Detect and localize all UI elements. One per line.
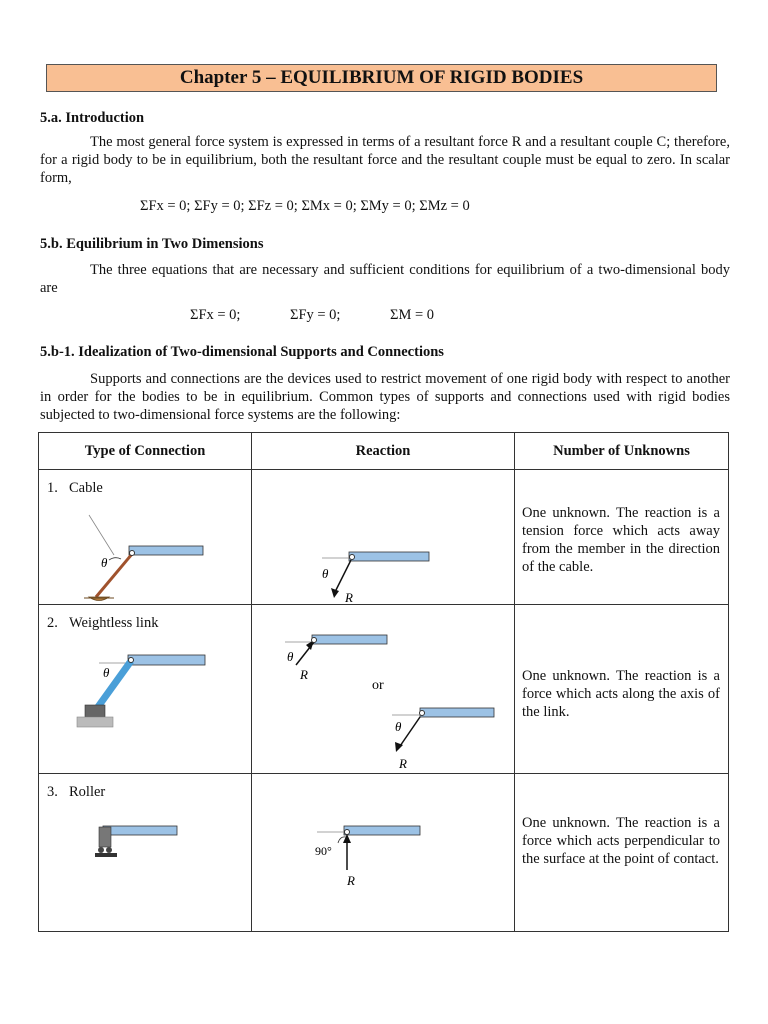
theta-label: θ (322, 566, 329, 581)
cell-type-cable (39, 470, 252, 605)
cell-reaction-cable (252, 470, 515, 605)
two-d-paragraph (40, 261, 730, 297)
theta-label: θ (101, 555, 108, 570)
scalar-equations: ΣFx = 0; ΣFy = 0; ΣFz = 0; ΣMx = 0; ΣMy = 0; ΣMz = 0 (140, 198, 470, 214)
cell-reaction-link (252, 605, 515, 774)
section-heading-introduction: 5.a. Introduction (40, 110, 145, 126)
chapter-title: Chapter 5 – EQUILIBRIUM OF RIGID BODIES (46, 64, 717, 92)
table-row (39, 605, 729, 774)
unknowns-text: One unknown. The reaction is a tension force which acts away from the member in the direction of the cable. (522, 505, 720, 575)
roller-reaction-diagram (252, 774, 515, 931)
two-d-text: The three equations that are necessary and sufficient conditions for equilibrium of a two-dimensional body are (40, 262, 730, 296)
link-reaction-diagram (252, 605, 515, 773)
cell-unknowns-cable (515, 470, 729, 605)
header-reaction: Reaction (252, 433, 515, 470)
section-heading-two-dimensions: 5.b. Equilibrium in Two Dimensions (40, 236, 264, 252)
supports-text: Supports and connections are the devices used to restrict movement of one rigid body with respect to another in order for the bodies to be in equilibrium. Common types of supports and connections used with rigid bodies subjected to two-dimensional force systems are the following: (40, 371, 730, 423)
header-type: Type of Connection (39, 433, 252, 470)
or-label: or (372, 678, 384, 693)
cell-unknowns-roller (515, 774, 729, 932)
unknowns-text: One unknown. The reaction is a force which acts along the axis of the link. (522, 668, 720, 720)
angle-label: 90° (315, 844, 332, 858)
cell-type-link (39, 605, 252, 774)
eq-sum-fy: ΣFy = 0; (290, 307, 341, 323)
cell-type-roller (39, 774, 252, 932)
r-label: R (399, 756, 407, 771)
intro-paragraph (40, 133, 730, 187)
theta-label: θ (395, 719, 402, 734)
table-header-row (39, 433, 729, 470)
unknowns-text: One unknown. The reaction is a force which acts perpendicular to the surface at the point of contact. (522, 815, 720, 867)
cell-unknowns-link (515, 605, 729, 774)
supports-paragraph (40, 370, 730, 424)
theta-label: θ (287, 649, 294, 664)
table-row (39, 774, 729, 932)
connections-table (38, 432, 729, 932)
eq-sum-fx: ΣFx = 0; (190, 307, 241, 323)
connection-label: 1. Cable (47, 480, 103, 496)
theta-label: θ (103, 665, 110, 680)
eq-sum-m: ΣM = 0 (390, 307, 435, 323)
connection-label: 2. Weightless link (47, 615, 159, 631)
r-label: R (347, 873, 355, 888)
r-label: R (345, 590, 353, 605)
intro-text: The most general force system is expressed in terms of a resultant force R and a resultant couple C; therefore, for a rigid body to be in equilibrium, both the resultant force and the resultant couple must be equal to zero. In scalar form, (40, 134, 730, 186)
link-diagram (39, 605, 252, 773)
cable-reaction-diagram (252, 470, 515, 604)
cell-reaction-roller (252, 774, 515, 932)
table-row (39, 470, 729, 605)
header-unknowns: Number of Unknowns (515, 433, 729, 470)
section-heading-supports: 5.b-1. Idealization of Two-dimensional Supports and Connections (40, 344, 444, 360)
roller-diagram (39, 774, 252, 931)
cable-diagram (39, 470, 252, 604)
connection-label: 3. Roller (47, 784, 106, 800)
r-label: R (300, 667, 308, 682)
